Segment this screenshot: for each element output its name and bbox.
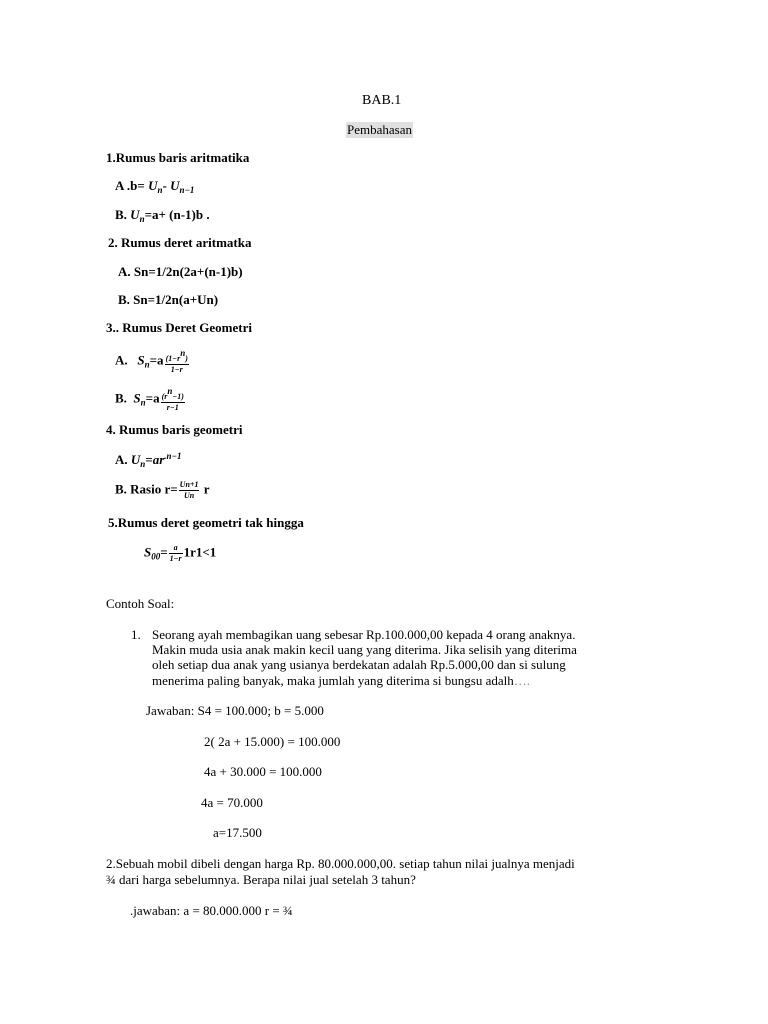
formula-3a-s: S bbox=[137, 352, 145, 368]
formula-1a-un-sub: n bbox=[157, 185, 163, 195]
formula-3b-fraction bbox=[161, 386, 185, 413]
formula-3a-fraction bbox=[165, 348, 189, 375]
formula-3a-prefix: A. bbox=[115, 352, 128, 368]
question-1-line-4 bbox=[152, 673, 530, 689]
formula-5-num: a bbox=[169, 543, 183, 554]
formula-4a-u-sub: n bbox=[140, 459, 146, 469]
formula-1b-prefix: B. bbox=[115, 207, 131, 222]
formula-5-rest: 1r1<1 bbox=[183, 544, 217, 560]
question-1-line-1: Seorang ayah membagikan uang sebesar Rp.100.000,00 kepada 4 orang anaknya. bbox=[152, 627, 576, 642]
answer-1-step-2: 4a + 30.000 = 100.000 bbox=[204, 764, 322, 779]
question-1-line-3: oleh setiap dua anak yang usianya berdekatan adalah Rp.5.000,00 dan si sulung bbox=[152, 657, 566, 672]
answer-1-step-3: 4a = 70.000 bbox=[201, 795, 263, 810]
formula-5 bbox=[144, 543, 216, 564]
question-2-line-2: ¾ dari harga sebelumnya. Berapa nilai jual setelah 3 tahun? bbox=[106, 872, 416, 887]
formula-3a-eq: =a bbox=[149, 352, 164, 368]
formula-3b-prefix: B. bbox=[115, 390, 127, 406]
heading-rumus-baris-geometri: 4. Rumus baris geometri bbox=[106, 422, 243, 437]
formula-4b-prefix: B. Rasio r= bbox=[115, 481, 178, 497]
formula-1b bbox=[115, 207, 210, 224]
formula-4a bbox=[115, 451, 181, 469]
formula-1a bbox=[115, 178, 194, 195]
formula-1a-un1-sub: n−1 bbox=[179, 185, 195, 195]
formula-1b-un: U bbox=[130, 207, 140, 222]
formula-3a-num-end: ) bbox=[185, 354, 188, 363]
examples-heading: Contoh Soal: bbox=[106, 596, 175, 611]
formula-4a-eq: =ar bbox=[145, 452, 165, 467]
question-1-number: 1. bbox=[131, 627, 141, 642]
answer-1-heading: Jawaban: S4 = 100.000; b = 5.000 bbox=[146, 703, 324, 718]
formula-3a bbox=[115, 348, 190, 375]
formula-5-den: 1−r bbox=[169, 554, 182, 563]
question-1-line-2: Makin muda usia anak makin kecil uang yang diterima. Jika selisih yang diterima bbox=[152, 642, 577, 657]
formula-3a-s-sub: n bbox=[144, 359, 150, 370]
formula-4a-sup: .n−1 bbox=[164, 451, 182, 461]
formula-4b-den: Un bbox=[183, 491, 195, 500]
answer-1-step-4: a=17.500 bbox=[213, 825, 262, 840]
chapter-title: BAB.1 bbox=[362, 93, 402, 108]
formula-3b-eq: =a bbox=[145, 390, 160, 406]
formula-2a: A. Sn=1/2n(2a+(n-1)b) bbox=[118, 264, 243, 279]
formula-4b-num: Un+1 bbox=[179, 480, 199, 489]
heading-rumus-deret-geometri: 3.. Rumus Deret Geometri bbox=[106, 320, 252, 335]
heading-rumus-deret-geometri-tak-hingga: 5.Rumus deret geometri tak hingga bbox=[108, 515, 304, 530]
formula-4a-u: U bbox=[130, 452, 141, 467]
heading-rumus-deret-aritmatika: 2. Rumus deret aritmatka bbox=[108, 235, 252, 250]
formula-1b-un-sub: n bbox=[139, 214, 145, 224]
formula-3b-num-end: −1) bbox=[172, 392, 184, 401]
formula-1a-un: U bbox=[148, 178, 158, 193]
formula-3a-den: 1−r bbox=[170, 365, 183, 374]
formula-4a-prefix: A. bbox=[115, 452, 131, 467]
formula-5-s: S bbox=[144, 544, 152, 560]
question-1-line-4-text: menerima paling banyak, maka jumlah yang diterima si bungsu adalh bbox=[152, 673, 514, 688]
formula-3b-s: S bbox=[133, 390, 141, 406]
formula-3a-num: (1−r bbox=[165, 354, 181, 363]
answer-1-step-1: 2( 2a + 15.000) = 100.000 bbox=[204, 734, 341, 749]
formula-4b-suffix: r bbox=[203, 481, 210, 497]
answer-2-heading: .jawaban: a = 80.000.000 r = ¾ bbox=[130, 903, 293, 918]
formula-5-fraction bbox=[169, 543, 183, 564]
formula-3b-num-sup: n bbox=[167, 386, 173, 396]
formula-3b-s-sub: n bbox=[140, 397, 146, 408]
formula-2b: B. Sn=1/2n(a+Un) bbox=[118, 292, 219, 307]
question-2-line-1: 2.Sebuah mobil dibeli dengan harga Rp. 80.000.000,00. setiap tahun nilai jualnya menjadi bbox=[106, 856, 575, 871]
formula-1b-rest: =a+ (n-1)b . bbox=[144, 207, 210, 222]
question-1-ellipsis: …. bbox=[513, 673, 530, 688]
formula-1a-minus: - bbox=[162, 178, 171, 193]
formula-3b-den: r−1 bbox=[166, 403, 179, 412]
formula-5-eq: = bbox=[160, 544, 168, 560]
formula-4b-fraction bbox=[179, 480, 200, 501]
formula-1a-prefix: A .b= bbox=[115, 178, 145, 193]
formula-5-s-sub: 00 bbox=[151, 551, 161, 562]
formula-4b bbox=[115, 480, 210, 501]
formula-3b-num: (r bbox=[161, 392, 168, 401]
formula-1a-un1: U bbox=[170, 178, 180, 193]
formula-3a-num-sup: n bbox=[180, 348, 186, 358]
formula-3b bbox=[115, 386, 186, 413]
heading-rumus-baris-aritmatika: 1.Rumus baris aritmatika bbox=[106, 150, 250, 165]
section-subtitle: Pembahasan bbox=[347, 122, 412, 137]
